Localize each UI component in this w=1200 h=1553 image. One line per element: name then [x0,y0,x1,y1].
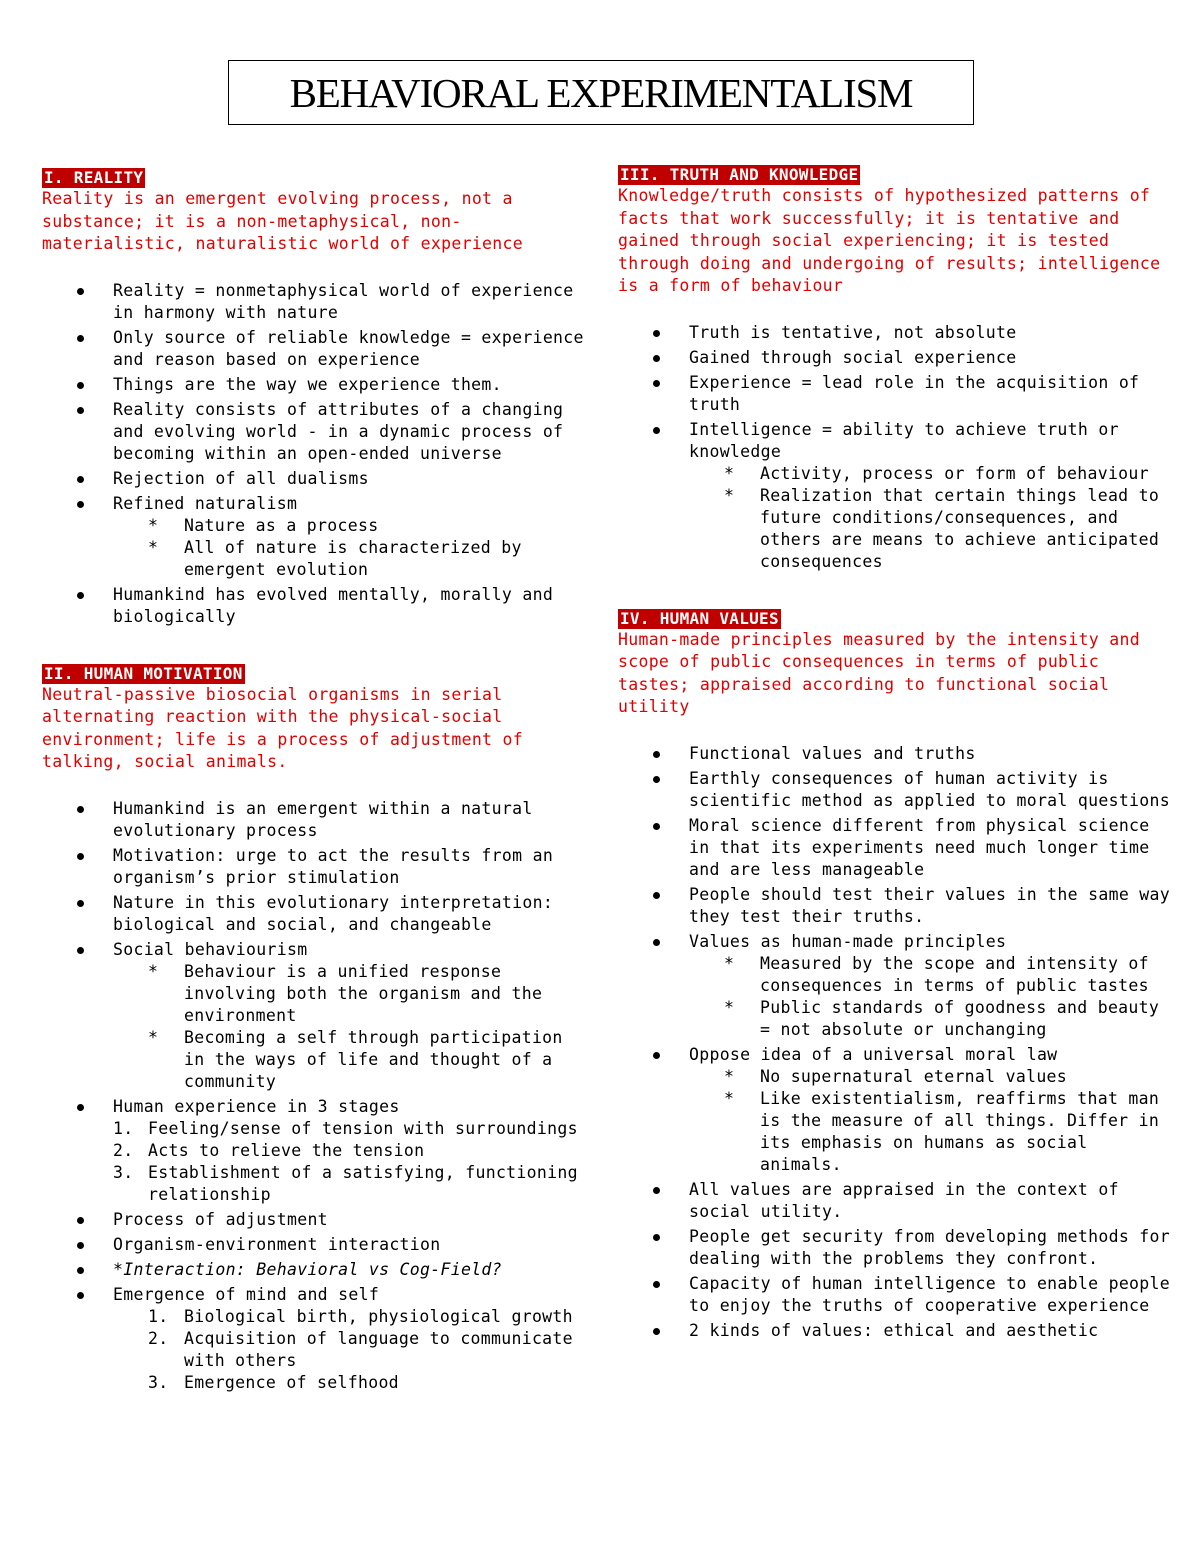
list-item [618,1044,1178,1176]
list-item [42,1284,587,1394]
sub-item: * Public standards of goodness and beauty = not absolute or unchanging [689,997,1178,1041]
numbered-item [113,1140,587,1162]
item-text: Feeling/sense of tension with surroundings [148,1118,578,1138]
list-item: 2 kinds of values: ethical and aesthetic [618,1320,1178,1342]
sub-item: * Behaviour is a unified response involving both the organism and the environment [113,961,587,1027]
list-item-label: Social behaviourism [113,939,308,959]
section-description: Human-made principles measured by the intensity and scope of public consequences in terms of public tastes; appraised according to functional social utility [618,629,1140,716]
right-column [618,165,1178,1378]
section-human-motivation [42,664,587,1394]
list-item: Rejection of all dualisms [42,468,587,490]
sub-item: * Nature as a process [113,515,587,537]
sub-item: * All of nature is characterized by emergent evolution [113,537,587,581]
list-item: Moral science different from physical science in that its experiments need much longer time and are less manageable [618,815,1178,881]
item-text: Establishment of a satisfying, functioning relationship [148,1162,578,1204]
sub-list [113,961,587,1093]
list-item [618,931,1178,1041]
section-human-values [618,609,1178,1342]
list-item [42,1096,587,1206]
section-truth-knowledge [618,165,1178,573]
numbered-item [113,1162,587,1206]
list-item: Process of adjustment [42,1209,587,1231]
item-number: 3. [148,1372,169,1392]
page-title: BEHAVIORAL EXPERIMENTALISM [289,69,913,116]
list-item: Truth is tentative, not absolute [618,322,1178,344]
numbered-list [113,1118,587,1206]
list-item: People should test their values in the same way they test their truths. [618,884,1178,928]
list-item-label: Intelligence = ability to achieve truth or knowledge [689,419,1119,461]
numbered-item [113,1328,587,1372]
numbered-item [113,1118,587,1140]
numbered-list [113,1306,587,1394]
list-item-label: Refined naturalism [113,493,298,513]
sub-list [689,953,1178,1041]
list-item: Reality consists of attributes of a changing and evolving world - in a dynamic process of becoming within an open-ended universe [42,399,587,465]
section-description: Knowledge/truth consists of hypothesized patterns of facts that work successfully; it is tentative and gained through social experiencing; it is tested through doing and undergoing of results; intelligence is a form of behaviour [618,186,1161,295]
item-number: 3. [113,1162,134,1182]
list-item: Only source of reliable knowledge = experience and reason based on experience [42,327,587,371]
numbered-item [113,1306,587,1328]
list-item: Nature in this evolutionary interpretation: biological and social, and changeable [42,892,587,936]
list-item: Reality = nonmetaphysical world of experience in harmony with nature [42,280,587,324]
section-reality [42,168,587,628]
list-item: Humankind is an emergent within a natural evolutionary process [42,798,587,842]
item-text: Acquisition of language to communicate with others [184,1328,573,1370]
item-number: 2. [148,1328,169,1348]
sub-item: * Measured by the scope and intensity of consequences in terms of public tastes [689,953,1178,997]
list-item: Earthly consequences of human activity is scientific method as applied to moral questions [618,768,1178,812]
bullet-list [618,322,1178,573]
sub-item: * Realization that certain things lead to future conditions/consequences, and others are means to achieve anticipated consequences [689,485,1178,573]
item-text: Emergence of selfhood [184,1372,399,1392]
list-item [42,493,587,581]
left-column [42,168,587,1430]
list-item: Capacity of human intelligence to enable people to enjoy the truths of cooperative experience [618,1273,1178,1317]
list-item: Gained through social experience [618,347,1178,369]
bullet-list [42,280,587,628]
item-number: 1. [148,1306,169,1326]
section-description: Reality is an emergent evolving process, not a substance; it is a non-metaphysical, non-materialistic, naturalistic world of experience [42,189,523,253]
section-heading: I. REALITY [44,168,144,187]
list-item-label: Human experience in 3 stages [113,1096,400,1116]
list-item [42,1259,587,1281]
list-item: Functional values and truths [618,743,1178,765]
bullet-list [42,798,587,1394]
sub-list [689,463,1178,573]
section-description: Neutral-passive biosocial organisms in serial alternating reaction with the physical-social environment; life is a process of adjustment of talking, social animals. [42,684,523,771]
section-heading: III. TRUTH AND KNOWLEDGE [620,165,859,184]
section-heading: IV. HUMAN VALUES [620,608,779,628]
sub-list [113,515,587,581]
section-heading: II. HUMAN MOTIVATION [44,663,243,683]
list-item-label: Oppose idea of a universal moral law [689,1044,1058,1064]
sub-item: * Activity, process or form of behaviour [689,463,1178,485]
item-text: Biological birth, physiological growth [184,1306,573,1326]
sub-item: * No supernatural eternal values [689,1066,1178,1088]
list-item: Things are the way we experience them. [42,374,587,396]
list-item-label: Values as human-made principles [689,931,1007,951]
item-number: 2. [113,1140,134,1160]
list-item: Organism-environment interaction [42,1234,587,1256]
list-item [618,419,1178,573]
numbered-item [113,1372,587,1394]
list-item: Experience = lead role in the acquisition of truth [618,372,1178,416]
item-number: 1. [113,1118,134,1138]
item-text: Acts to relieve the tension [148,1140,425,1160]
sub-item: * Like existentialism, reaffirms that man is the measure of all things. Differ in its emphasis on humans as social animals. [689,1088,1178,1176]
sub-item: * Becoming a self through participation in the ways of life and thought of a community [113,1027,587,1093]
sub-list [689,1066,1178,1176]
bullet-list [618,743,1178,1342]
list-item [42,939,587,1093]
italic-note: *Interaction: Behavioral vs Cog-Field? [113,1259,502,1279]
list-item: Humankind has evolved mentally, morally and biologically [42,584,587,628]
list-item: Motivation: urge to act the results from an organism’s prior stimulation [42,845,587,889]
list-item: All values are appraised in the context of social utility. [618,1179,1178,1223]
list-item: People get security from developing methods for dealing with the problems they confront. [618,1226,1178,1270]
list-item-label: Emergence of mind and self [113,1284,380,1304]
title-box [228,60,974,125]
